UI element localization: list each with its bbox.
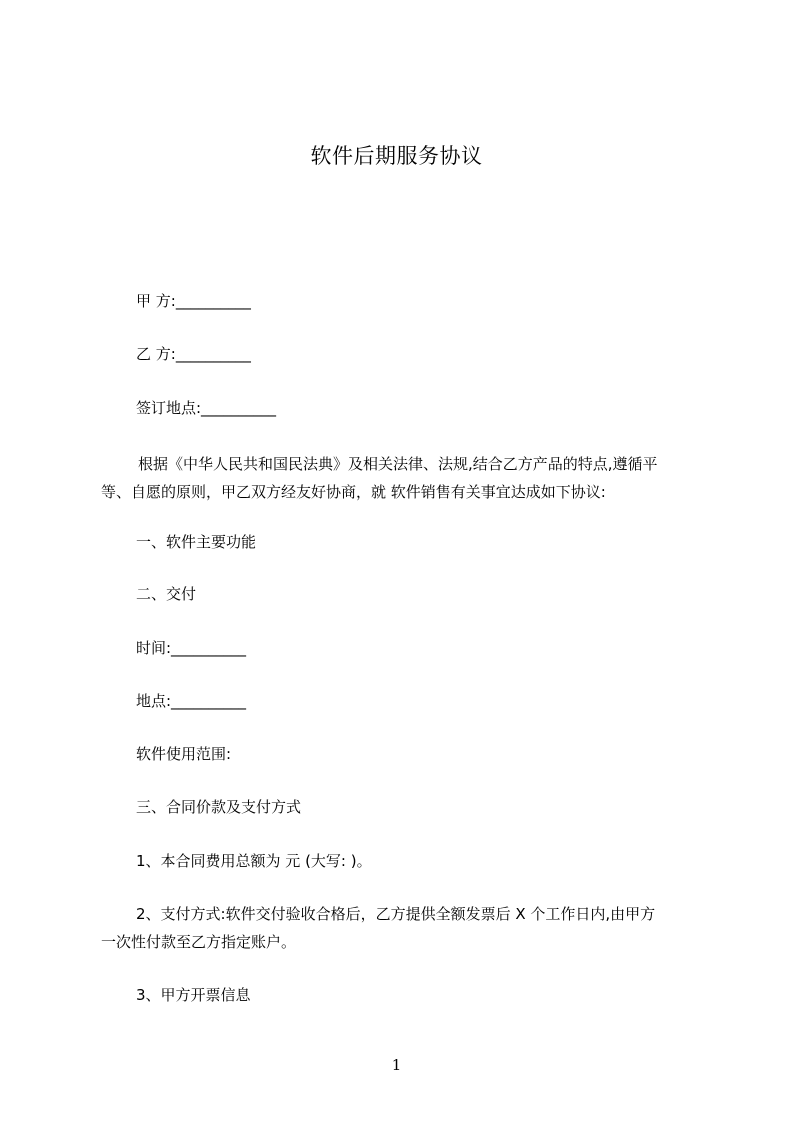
clause-3-2-line-2: 一次性付款至乙方指定账户。 xyxy=(101,933,297,951)
delivery-time-field: 时间:__________ xyxy=(136,639,247,657)
page-number: 1 xyxy=(391,1056,402,1074)
document-title: 软件后期服务协议 xyxy=(310,144,483,168)
signing-place-field: 签订地点:__________ xyxy=(136,399,277,417)
section-1-heading: 一、软件主要功能 xyxy=(136,533,257,551)
section-2-heading: 二、交付 xyxy=(136,585,197,603)
intro-line-2: 等、自愿的原则，甲乙双方经友好协商，就 软件销售有关事宜达成如下协议: xyxy=(101,483,606,501)
clause-3-2-line-1: 2、支付方式:软件交付验收合格后，乙方提供全额发票后 X 个工作日内,由甲方 xyxy=(136,905,656,923)
section-3-heading: 三、合同价款及支付方式 xyxy=(136,798,302,816)
usage-scope-label: 软件使用范围: xyxy=(136,745,232,763)
intro-paragraph xyxy=(101,450,704,506)
delivery-place-field: 地点:__________ xyxy=(136,692,247,710)
intro-line-1: 根据《中华人民共和国民法典》及相关法律、法规,结合乙方产品的特点,遵循平 xyxy=(138,455,658,473)
party-a-field: 甲 方:__________ xyxy=(136,292,251,310)
clause-3-2 xyxy=(101,900,704,956)
clause-3-3: 3、甲方开票信息 xyxy=(136,986,251,1004)
clause-3-1: 1、本合同费用总额为 元 (大写: )。 xyxy=(136,852,372,870)
party-b-field: 乙 方:__________ xyxy=(136,345,251,363)
